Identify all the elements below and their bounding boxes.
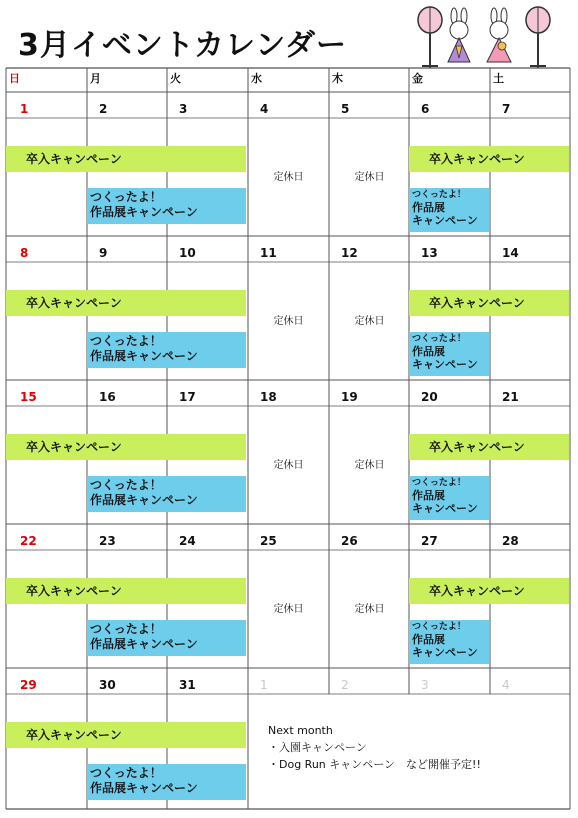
next-month-heading: Next month bbox=[268, 724, 333, 737]
day-number: 30 bbox=[99, 678, 116, 692]
weekday-header: 金 bbox=[412, 72, 423, 85]
works-campaign-band bbox=[87, 332, 246, 368]
campaign-band: 卒入キャンペーン bbox=[409, 578, 569, 604]
day-number: 29 bbox=[20, 678, 37, 692]
day-number: 23 bbox=[99, 534, 116, 548]
works-campaign-line: 作品展キャンペーン bbox=[90, 637, 198, 651]
works-campaign-line: キャンペーン bbox=[412, 646, 478, 659]
works-campaign-line: 作品展キャンペーン bbox=[90, 349, 198, 363]
weekday-header: 月 bbox=[90, 72, 101, 85]
next-month-line: ・Dog Run キャンペーン など開催予定!! bbox=[268, 758, 481, 771]
day-number: 8 bbox=[20, 246, 29, 260]
works-campaign-line: キャンペーン bbox=[412, 214, 478, 227]
works-campaign-line: つくったよ！ bbox=[90, 478, 162, 492]
works-campaign-band bbox=[87, 764, 246, 800]
campaign-band: 卒入キャンペーン bbox=[6, 578, 246, 604]
day-number: 28 bbox=[502, 534, 519, 548]
day-number: 16 bbox=[99, 390, 116, 404]
works-campaign-band bbox=[409, 620, 489, 664]
weekday-header: 木 bbox=[332, 72, 343, 85]
works-campaign-band bbox=[409, 476, 489, 520]
campaign-band: 卒入キャンペーン bbox=[6, 290, 246, 316]
day-number: 26 bbox=[341, 534, 358, 548]
day-number: 11 bbox=[260, 246, 277, 260]
closed-day-label: 定休日 bbox=[354, 460, 385, 471]
works-campaign-line: 作品展キャンペーン bbox=[90, 205, 198, 219]
works-campaign-line: つくったよ！ bbox=[412, 478, 466, 488]
closed-day-label: 定休日 bbox=[273, 604, 304, 615]
day-number: 2 bbox=[341, 678, 349, 692]
day-number: 31 bbox=[179, 678, 196, 692]
day-number: 21 bbox=[502, 390, 519, 404]
works-campaign-band bbox=[87, 476, 246, 512]
day-number: 4 bbox=[260, 102, 269, 116]
day-number: 9 bbox=[99, 246, 108, 260]
weekday-header: 水 bbox=[251, 72, 262, 85]
weekday-header: 火 bbox=[170, 72, 181, 85]
closed-day-label: 定休日 bbox=[273, 316, 304, 327]
next-month-note bbox=[268, 722, 481, 773]
works-campaign-line: 作品展 bbox=[412, 633, 445, 646]
works-campaign-line: つくったよ！ bbox=[90, 190, 162, 204]
weekday-header: 土 bbox=[493, 72, 504, 85]
next-month-line: ・入園キャンペーン bbox=[268, 741, 367, 754]
works-campaign-line: 作品展キャンペーン bbox=[90, 781, 198, 795]
campaign-band: 卒入キャンペーン bbox=[409, 290, 569, 316]
works-campaign-line: 作品展キャンペーン bbox=[90, 493, 198, 507]
day-number: 6 bbox=[421, 102, 430, 116]
day-number: 13 bbox=[421, 246, 438, 260]
weekday-header: 日 bbox=[9, 72, 20, 85]
works-campaign-band bbox=[409, 332, 489, 376]
campaign-band: 卒入キャンペーン bbox=[6, 434, 246, 460]
closed-day-label: 定休日 bbox=[273, 460, 304, 471]
closed-day-label: 定休日 bbox=[273, 172, 304, 183]
works-campaign-band bbox=[87, 620, 246, 656]
day-number: 27 bbox=[421, 534, 438, 548]
campaign-band: 卒入キャンペーン bbox=[6, 722, 246, 748]
day-number: 5 bbox=[341, 102, 350, 116]
day-number: 4 bbox=[502, 678, 510, 692]
day-number: 7 bbox=[502, 102, 511, 116]
day-number: 10 bbox=[179, 246, 196, 260]
day-number: 19 bbox=[341, 390, 358, 404]
campaign-band: 卒入キャンペーン bbox=[6, 146, 246, 172]
works-campaign-band bbox=[87, 188, 246, 224]
works-campaign-line: 作品展 bbox=[412, 489, 445, 502]
day-number: 22 bbox=[20, 534, 37, 548]
closed-day-label: 定休日 bbox=[354, 604, 385, 615]
works-campaign-line: 作品展 bbox=[412, 345, 445, 358]
day-number: 24 bbox=[179, 534, 196, 548]
day-number: 18 bbox=[260, 390, 277, 404]
page-title: 3月イベントカレンダー bbox=[18, 28, 348, 63]
day-number: 1 bbox=[20, 102, 29, 116]
works-campaign-line: つくったよ！ bbox=[412, 334, 466, 344]
works-campaign-line: つくったよ！ bbox=[90, 766, 162, 780]
day-number: 3 bbox=[179, 102, 188, 116]
day-number: 3 bbox=[421, 678, 429, 692]
day-number: 25 bbox=[260, 534, 277, 548]
closed-day-label: 定休日 bbox=[354, 316, 385, 327]
campaign-band: 卒入キャンペーン bbox=[409, 434, 569, 460]
works-campaign-band bbox=[409, 188, 489, 232]
day-number: 20 bbox=[421, 390, 438, 404]
works-campaign-line: キャンペーン bbox=[412, 358, 478, 371]
day-number: 17 bbox=[179, 390, 196, 404]
day-number: 2 bbox=[99, 102, 108, 116]
closed-day-label: 定休日 bbox=[354, 172, 385, 183]
day-number: 14 bbox=[502, 246, 519, 260]
day-number: 12 bbox=[341, 246, 358, 260]
works-campaign-line: つくったよ！ bbox=[90, 334, 162, 348]
works-campaign-line: キャンペーン bbox=[412, 502, 478, 515]
day-number: 1 bbox=[260, 678, 268, 692]
works-campaign-line: 作品展 bbox=[412, 201, 445, 214]
works-campaign-line: つくったよ！ bbox=[90, 622, 162, 636]
works-campaign-line: つくったよ！ bbox=[412, 622, 466, 632]
day-number: 15 bbox=[20, 390, 37, 404]
campaign-band: 卒入キャンペーン bbox=[409, 146, 569, 172]
works-campaign-line: つくったよ！ bbox=[412, 190, 466, 200]
